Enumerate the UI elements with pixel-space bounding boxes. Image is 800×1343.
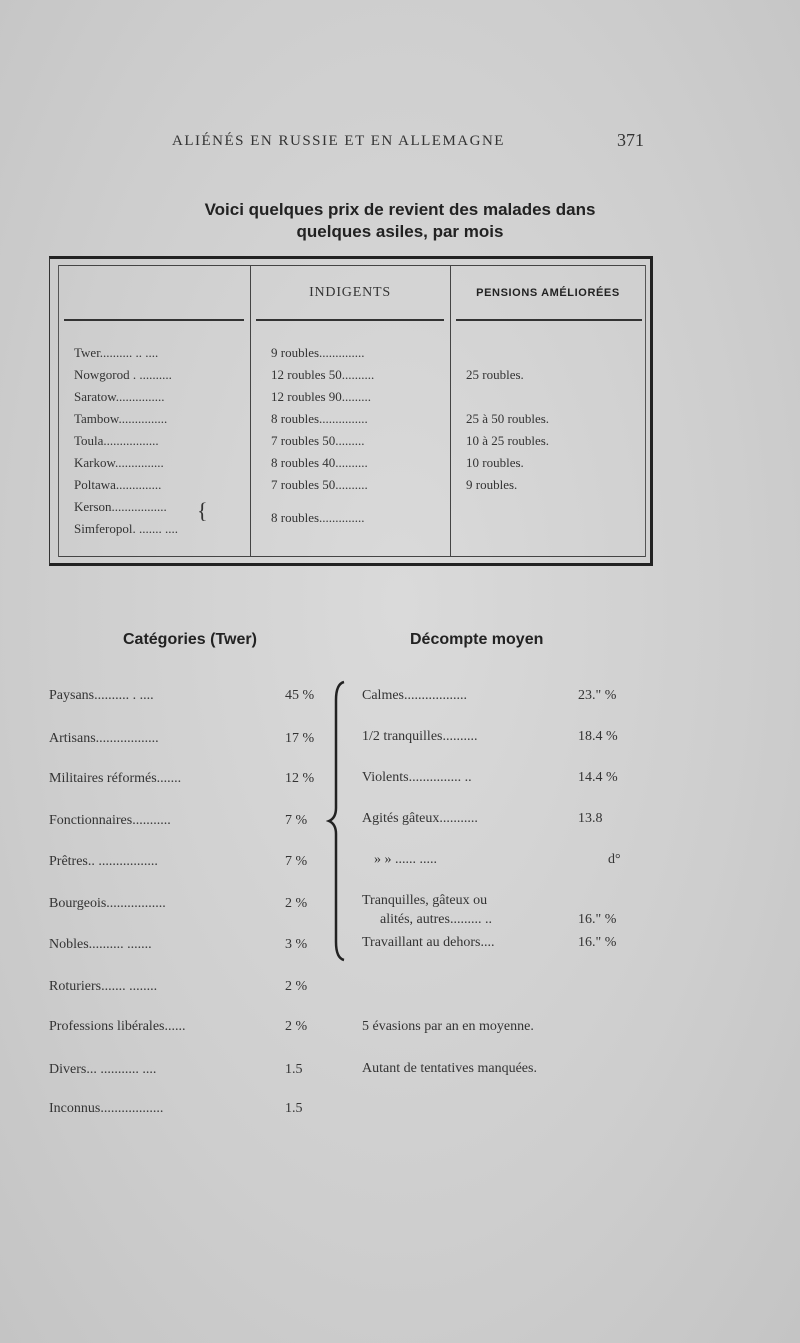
note: Autant de tentatives manquées.: [362, 1061, 537, 1076]
indigents-cell: 7 roubles 50..........: [271, 477, 368, 492]
list-item: [49, 1101, 334, 1125]
list-item: [362, 852, 662, 876]
category-value: 2 %: [285, 1019, 308, 1034]
note: 5 évasions par an en moyenne.: [362, 1019, 534, 1034]
list-item: [362, 688, 662, 712]
merged-indigents-cell: 8 roubles..............: [271, 510, 365, 525]
table-inner-bottom-rule: [58, 556, 646, 557]
decompte-label: alités, autres......... ..: [380, 912, 492, 927]
list-item: [362, 912, 662, 936]
list-item: [49, 1062, 334, 1086]
category-value: 12 %: [285, 771, 315, 786]
header-rule: [64, 319, 244, 321]
category-label: Inconnus..................: [49, 1101, 164, 1116]
list-item: [49, 979, 334, 1003]
running-title: ALIÉNÉS EN RUSSIE ET EN ALLEMAGNE: [172, 133, 505, 149]
list-item: [49, 688, 334, 712]
list-item: [49, 771, 334, 795]
category-label: Prêtres.. .................: [49, 854, 158, 869]
decompte-value: d°: [608, 852, 621, 867]
pensions-cell: 10 à 25 roubles.: [466, 433, 550, 448]
list-item: [49, 813, 334, 837]
brace: [326, 680, 350, 962]
category-value: 7 %: [285, 854, 308, 869]
decompte-value: 18.4 %: [578, 729, 618, 744]
merged-row: [50, 510, 650, 532]
table-row: [50, 455, 650, 477]
table-row: [50, 367, 650, 389]
city-cell: Kerson.................: [74, 499, 167, 514]
decompte-value: 16." %: [578, 912, 617, 927]
city-cell: Toula.................: [74, 433, 159, 448]
header-rule: [256, 319, 444, 321]
indigents-cell: 8 roubles...............: [271, 411, 368, 426]
category-label: Bourgeois.................: [49, 896, 166, 911]
indigents-cell: 12 roubles 90.........: [271, 389, 372, 404]
category-value: 7 %: [285, 813, 308, 828]
decompte-value: 14.4 %: [578, 770, 618, 785]
decompte-title: Décompte moyen: [410, 631, 544, 648]
category-label: Militaires réformés.......: [49, 771, 182, 786]
category-label: Fonctionnaires...........: [49, 813, 171, 828]
pensions-cell: 25 à 50 roubles.: [466, 411, 550, 426]
table-row: [50, 477, 650, 499]
list-item: [49, 731, 334, 755]
decompte-label: Travaillant au dehors....: [362, 935, 495, 950]
decompte-label: Calmes..................: [362, 688, 467, 703]
city-cell: Twer.......... .. ....: [74, 345, 159, 360]
category-label: Paysans.......... . ....: [49, 688, 154, 703]
column-header-pensions: PENSIONS AMÉLIORÉES: [476, 287, 620, 299]
header-rule: [456, 319, 642, 321]
city-cell: Simferopol. ....... ....: [74, 521, 178, 536]
decompte-value: 16." %: [578, 935, 617, 950]
category-value: 45 %: [285, 688, 315, 703]
list-item: [362, 729, 662, 753]
list-item: [362, 811, 662, 835]
table-heading-line-1: Voici quelques prix de revient des malades dans: [204, 200, 596, 219]
table-row: [50, 389, 650, 411]
table-row: [50, 345, 650, 367]
list-item: [362, 770, 662, 794]
city-cell: Tambow...............: [74, 411, 168, 426]
list-item: [49, 937, 334, 961]
page-number: 371: [617, 130, 644, 150]
city-cell: Poltawa..............: [74, 477, 162, 492]
column-header-indigents: INDIGENTS: [309, 285, 391, 300]
pensions-cell: 25 roubles.: [466, 367, 524, 382]
cost-table: [49, 256, 653, 566]
brace: {: [197, 498, 208, 523]
category-label: Divers... ........... ....: [49, 1062, 157, 1077]
list-item: [362, 935, 662, 959]
pensions-cell: 9 roubles.: [466, 477, 518, 492]
category-value: 2 %: [285, 896, 308, 911]
decompte-value: 13.8: [578, 811, 603, 826]
city-cell: Karkow...............: [74, 455, 164, 470]
category-value: 17 %: [285, 731, 315, 746]
category-label: Artisans..................: [49, 731, 159, 746]
categories-title: Catégories (Twer): [123, 631, 257, 648]
indigents-cell: 9 roubles..............: [271, 345, 365, 360]
running-head: [0, 130, 800, 157]
decompte-value: 23." %: [578, 688, 617, 703]
decompte-label: Agités gâteux...........: [362, 811, 478, 826]
decompte-label: 1/2 tranquilles..........: [362, 729, 478, 744]
list-item: [49, 1019, 334, 1043]
table-row: [50, 433, 650, 455]
list-item: [49, 896, 334, 920]
list-item: [49, 854, 334, 878]
table-inner-top-rule: [58, 265, 646, 266]
category-value: 1.5: [285, 1062, 303, 1077]
indigents-cell: 8 roubles 40..........: [271, 455, 368, 470]
table-heading-line-2: quelques asiles, par mois: [296, 222, 504, 241]
decompte-label: Violents............... ..: [362, 770, 472, 785]
decompte-label: Tranquilles, gâteux ou: [362, 893, 488, 908]
indigents-cell: 12 roubles 50..........: [271, 367, 375, 382]
city-cell: Nowgorod . ..........: [74, 367, 172, 382]
pensions-cell: 10 roubles.: [466, 455, 524, 470]
indigents-cell: 7 roubles 50.........: [271, 433, 365, 448]
category-label: Nobles.......... .......: [49, 937, 152, 952]
category-label: Professions libérales......: [49, 1019, 186, 1034]
category-value: 3 %: [285, 937, 308, 952]
category-label: Roturiers....... ........: [49, 979, 158, 994]
table-row: [50, 411, 650, 433]
category-value: 2 %: [285, 979, 308, 994]
category-value: 1.5: [285, 1101, 303, 1116]
decompte-label: » » ...... .....: [374, 852, 437, 867]
city-cell: Saratow...............: [74, 389, 165, 404]
